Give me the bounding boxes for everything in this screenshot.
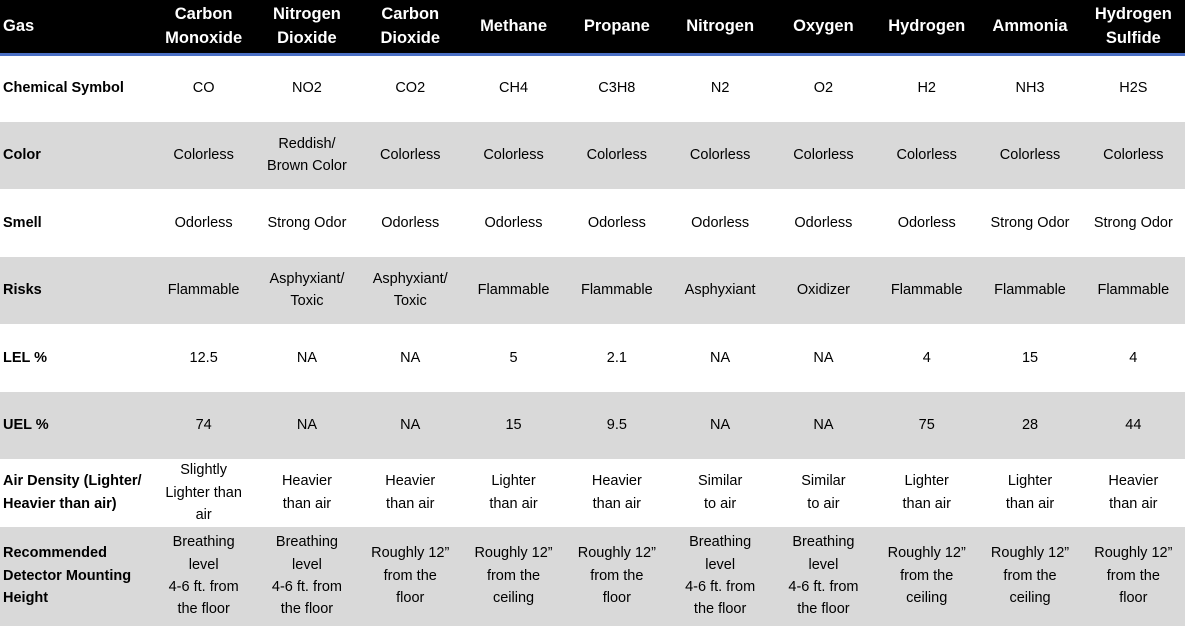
table-row (0, 392, 1185, 460)
table-cell: Asphyxiant/ Toxic (372, 270, 448, 310)
table-cell: Breathing level 4-6 ft. from the floor (788, 534, 859, 618)
table-cell: NA (296, 417, 318, 434)
table-cell: CH4 (499, 80, 529, 97)
table-cell: Reddish/ Brown Color (267, 135, 347, 175)
table-cell: 5 (509, 349, 518, 366)
table-cell: Lighter than air (902, 473, 951, 512)
table-cell: NA (710, 349, 731, 366)
table-cell: Odorless (691, 214, 750, 231)
gas-header: Ammonia (978, 0, 1081, 54)
table-cell: Asphyxiant/ Toxic (269, 270, 345, 310)
gas-header: Hydrogen Sulfide (1082, 0, 1185, 54)
gas-header: Methane (462, 0, 565, 54)
table-cell: Colorless (173, 147, 234, 164)
table-cell: Odorless (484, 214, 543, 231)
table-cell: H2S (1119, 80, 1148, 97)
table-cell: Asphyxiant (684, 282, 756, 299)
table-cell: 74 (195, 417, 212, 434)
row-label: LEL % (3, 349, 48, 366)
gas-header: Carbon Monoxide (152, 0, 255, 54)
table-cell: Colorless (483, 147, 544, 164)
table-row (0, 324, 1185, 392)
row-label: Recommended Detector Mounting Height (3, 545, 132, 607)
table-row (0, 527, 1185, 626)
table-cell: Odorless (381, 214, 440, 231)
header-row (0, 0, 1185, 54)
row-label: Color (3, 147, 41, 164)
table-cell: 15 (1021, 349, 1039, 366)
table-cell: Colorless (999, 147, 1061, 164)
table-cell: 9.5 (606, 417, 627, 434)
table-cell: NO2 (292, 80, 322, 97)
table-cell: NA (400, 349, 421, 366)
table-cell: 44 (1125, 417, 1142, 434)
table-cell: Roughly 12” from the floor (371, 545, 450, 607)
table-cell: H2 (917, 80, 936, 97)
row-label: UEL % (3, 417, 49, 434)
table-cell: 12.5 (189, 349, 218, 366)
table-cell: Flammable (477, 282, 550, 299)
table-cell: Odorless (897, 214, 956, 231)
table-cell: Lighter than air (489, 473, 538, 512)
table-cell: Strong Odor (990, 214, 1070, 231)
gas-header: Propane (565, 0, 668, 54)
table-cell: Odorless (174, 214, 233, 231)
table-cell: Colorless (896, 147, 957, 164)
table-cell: CO2 (395, 80, 426, 97)
table-cell: Heavier than air (385, 473, 436, 512)
table-cell: NA (296, 349, 318, 366)
table-cell: O2 (813, 80, 834, 97)
row-label: Air Density (Lighter/ Heavier than air) (3, 473, 142, 512)
table-cell: Flammable (890, 282, 963, 299)
table-cell: Roughly 12” from the floor (577, 545, 656, 607)
table-row (0, 54, 1185, 122)
table-body (0, 54, 1185, 626)
gas-header: Nitrogen (668, 0, 771, 54)
table-cell: Odorless (794, 214, 853, 231)
table-cell: Odorless (587, 214, 646, 231)
table-cell: Flammable (167, 282, 240, 299)
table-row (0, 257, 1185, 325)
table-cell: Breathing level 4-6 ft. from the floor (168, 534, 239, 618)
table-cell: N2 (710, 80, 730, 97)
table-cell: Roughly 12” from the floor (1094, 545, 1173, 607)
table-cell: Roughly 12” from the ceiling (474, 545, 553, 607)
table-cell: Flammable (1097, 282, 1170, 299)
table-cell: Strong Odor (1093, 214, 1173, 231)
table-cell: Heavier than air (281, 473, 332, 512)
table-cell: Similar to air (697, 473, 743, 512)
table-cell: Colorless (380, 147, 441, 164)
table-cell: 15 (505, 417, 522, 434)
table-cell: Heavier than air (1108, 473, 1159, 512)
table-cell: Roughly 12” from the ceiling (887, 545, 966, 607)
table-cell: Breathing level 4-6 ft. from the floor (685, 534, 756, 618)
row-label: Smell (3, 214, 42, 231)
table-row (0, 189, 1185, 257)
corner-header: Gas (0, 0, 152, 54)
table-cell: NA (710, 417, 731, 434)
table-cell: NH3 (1015, 80, 1045, 97)
table-cell: 4 (1129, 349, 1138, 366)
table-cell: NA (813, 349, 834, 366)
table-cell: Flammable (580, 282, 653, 299)
table-cell: Flammable (994, 282, 1066, 299)
table-cell: 28 (1021, 417, 1039, 434)
table-cell: NA (400, 417, 421, 434)
gas-header: Oxygen (772, 0, 875, 54)
gas-header: Nitrogen Dioxide (255, 0, 358, 54)
table-row (0, 122, 1185, 190)
table-cell: Heavier than air (591, 473, 642, 512)
table-cell: Similar to air (801, 473, 846, 512)
table-row (0, 459, 1185, 527)
table-cell: CO (192, 80, 215, 97)
table-cell: C3H8 (598, 80, 636, 97)
table-cell: Colorless (1103, 147, 1164, 164)
gas-header: Hydrogen (875, 0, 978, 54)
row-label: Risks (3, 282, 42, 299)
row-label: Chemical Symbol (3, 80, 124, 97)
table-cell: Roughly 12” from the ceiling (990, 545, 1070, 607)
table-cell: Colorless (689, 147, 751, 164)
table-cell: 75 (918, 417, 935, 434)
table-cell: NA (813, 417, 834, 434)
table-cell: 2.1 (606, 349, 627, 366)
table-cell: Colorless (586, 147, 648, 164)
table-cell: Lighter than air (1005, 473, 1055, 512)
table-cell: Strong Odor (267, 214, 347, 231)
table-cell: Oxidizer (796, 282, 851, 299)
gas-header: Carbon Dioxide (359, 0, 462, 54)
table-cell: Colorless (793, 147, 854, 164)
table-cell: Breathing level 4-6 ft. from the floor (271, 534, 342, 618)
table-cell: 4 (922, 349, 931, 366)
table-cell: Slightly Lighter than air (165, 462, 242, 523)
